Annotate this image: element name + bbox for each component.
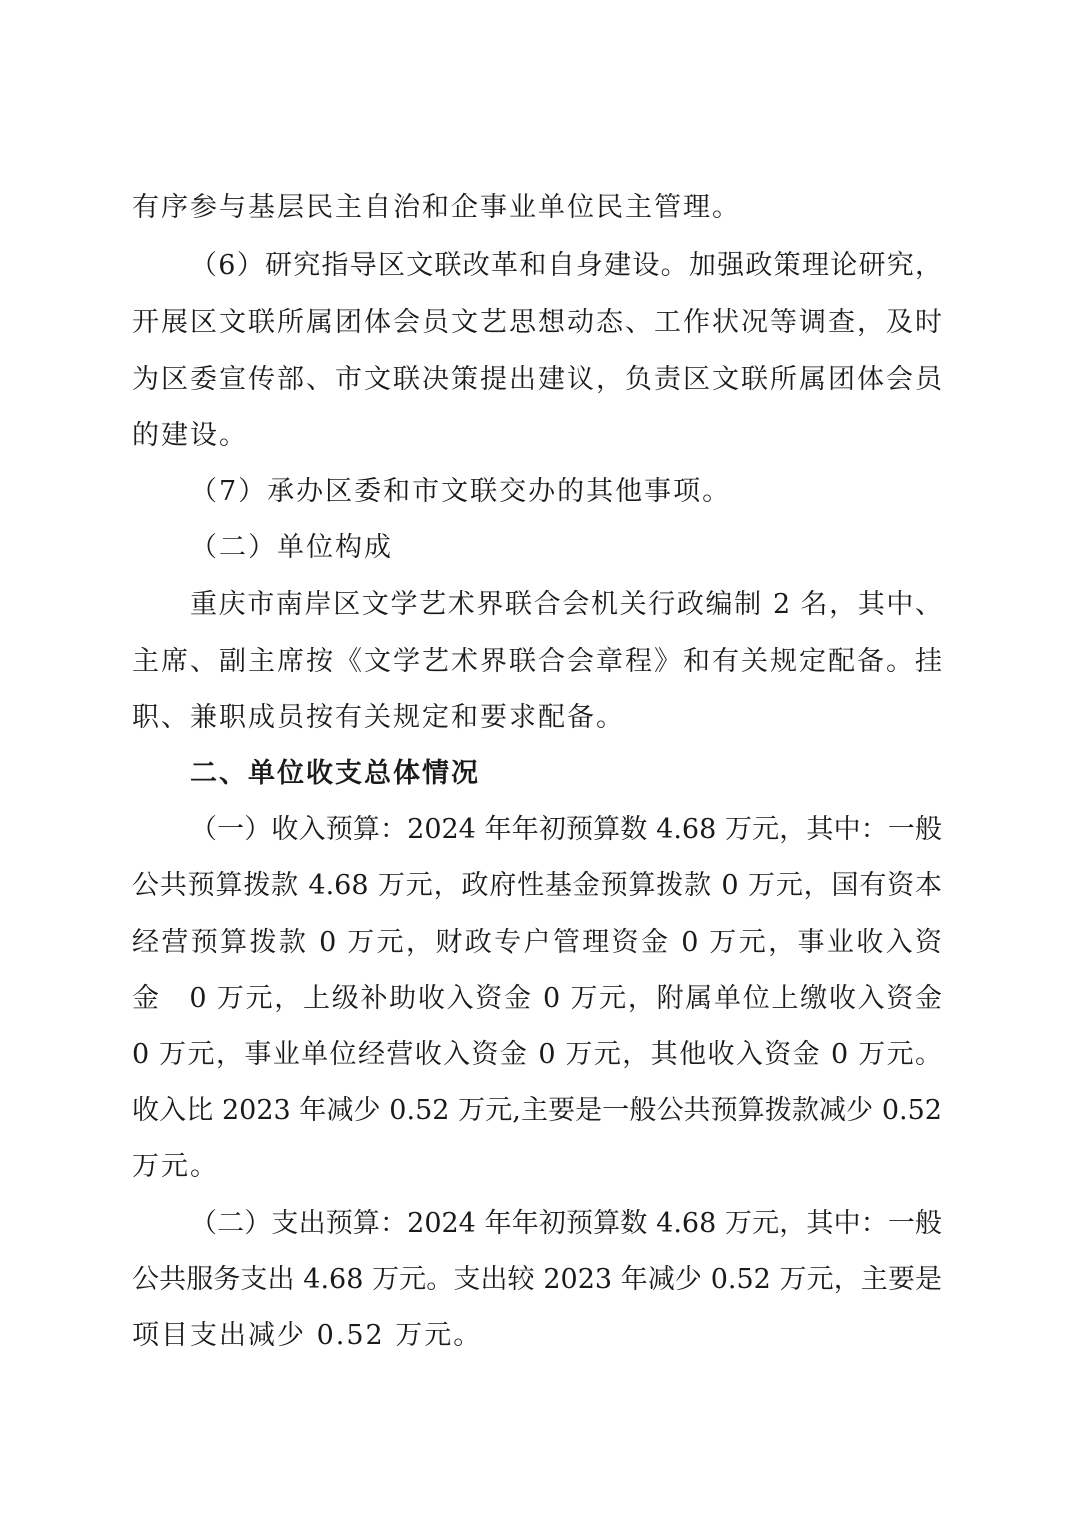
text-line: 的建设。 bbox=[132, 420, 248, 451]
text-line: 公共预算拨款 4.68 万元，政府性基金预算拨款 0 万元，国有资本 bbox=[132, 870, 942, 901]
section-heading: 二、单位收支总体情况 bbox=[190, 758, 480, 789]
text-line: 职、兼职成员按有关规定和要求配备。 bbox=[132, 702, 625, 733]
text-line: 主席、副主席按《文学艺术界联合会章程》和有关规定配备。挂 bbox=[132, 646, 942, 677]
text-line: （6）研究指导区文联改革和自身建设。加强政策理论研究， bbox=[190, 250, 942, 281]
text-line: 为区委宣传部、市文联决策提出建议，负责区文联所属团体会员 bbox=[132, 364, 942, 395]
text-line: 项目支出减少 0.52 万元。 bbox=[132, 1320, 483, 1351]
text-line: 金 0 万元，上级补助收入资金 0 万元，附属单位上缴收入资金 bbox=[132, 983, 942, 1014]
text-line: （二）支出预算：2024 年年初预算数 4.68 万元，其中：一般 bbox=[190, 1208, 942, 1239]
text-line: 有序参与基层民主自治和企事业单位民主管理。 bbox=[132, 192, 741, 223]
text-line: （7）承办区委和市文联交办的其他事项。 bbox=[190, 476, 732, 507]
text-line: 经营预算拨款 0 万元，财政专户管理资金 0 万元，事业收入资 bbox=[132, 927, 942, 958]
text-line: 收入比 2023 年减少 0.52 万元,主要是一般公共预算拨款减少 0.52 bbox=[132, 1095, 942, 1126]
text-line: 万元。 bbox=[132, 1151, 219, 1182]
section-heading: （二）单位构成 bbox=[190, 532, 393, 563]
text-line: 重庆市南岸区文学艺术界联合会机关行政编制 2 名，其中、 bbox=[190, 589, 942, 620]
text-line: 0 万元，事业单位经营收入资金 0 万元，其他收入资金 0 万元。 bbox=[132, 1039, 942, 1070]
text-line: 开展区文联所属团体会员文艺思想动态、工作状况等调查，及时 bbox=[132, 307, 942, 338]
text-line: （一）收入预算：2024 年年初预算数 4.68 万元，其中：一般 bbox=[190, 814, 942, 845]
text-line: 公共服务支出 4.68 万元。支出较 2023 年减少 0.52 万元，主要是 bbox=[132, 1264, 942, 1295]
